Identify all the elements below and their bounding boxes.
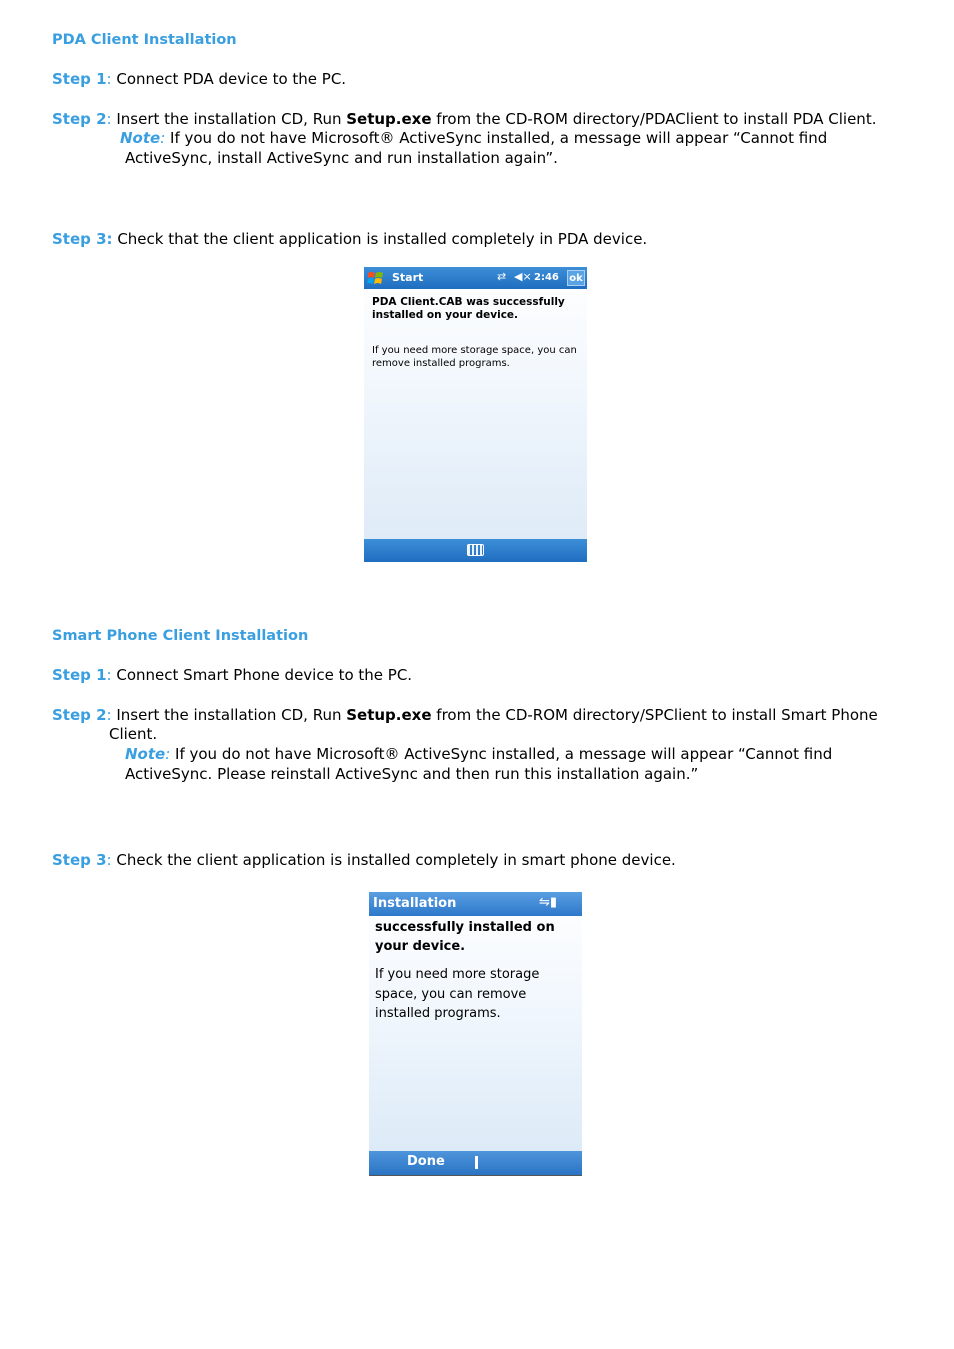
- pda-step2: [52, 110, 876, 129]
- sp-heading: Smart Phone Client Installation: [52, 628, 309, 644]
- pda-title-bar: [364, 267, 587, 289]
- note-label: Note: [125, 745, 166, 763]
- step-text: from the CD-ROM directory/PDAClient to install PDA Client.: [431, 110, 877, 128]
- pda-screenshot: [364, 267, 587, 562]
- pda-heading: PDA Client Installation: [52, 32, 237, 48]
- step-text: Insert the installation CD, Run: [111, 706, 347, 724]
- sync-icon[interactable]: ⇄: [497, 270, 507, 283]
- setup-exe: Setup.exe: [346, 706, 432, 724]
- ok-button[interactable]: ok: [567, 270, 585, 286]
- windows-flag-icon: [367, 270, 385, 286]
- pda-message: PDA Client.CAB was successfully installed on your device.: [372, 296, 565, 321]
- sp-title: Installation: [373, 896, 457, 911]
- start-menu[interactable]: Start: [392, 271, 424, 284]
- pda-note-line2: ActiveSync, install ActiveSync and run installation again”.: [125, 149, 558, 167]
- sp-message: successfully installed on your device.: [375, 920, 555, 954]
- setup-exe: Setup.exe: [346, 110, 432, 128]
- pda-bottom-bar: [364, 539, 587, 562]
- step-label: Step 1: [52, 666, 107, 684]
- step-text: Connect Smart Phone device to the PC.: [111, 666, 413, 684]
- softkey-divider: [475, 1156, 478, 1169]
- step-colon: :: [106, 706, 112, 724]
- note-colon: :: [160, 129, 166, 147]
- step-label: Step 1: [52, 70, 107, 88]
- volume-icon[interactable]: ◀×: [514, 270, 532, 283]
- step-colon: :: [106, 70, 112, 88]
- step-text: from the CD-ROM directory/SPClient to install Smart Phone: [431, 706, 878, 724]
- step-colon: :: [106, 851, 112, 869]
- step-label: Step 2: [52, 110, 107, 128]
- pda-note-line1: [120, 129, 827, 148]
- sp-step1: [52, 666, 412, 685]
- note-text: If you do not have Microsoft® ActiveSync installed, a message will appear “Cannot find: [170, 745, 833, 763]
- sp-softkey-bar: [369, 1151, 582, 1175]
- sp-message-storage: If you need more storage space, you can remove installed programs.: [375, 967, 540, 1021]
- sp-title-bar: [369, 892, 582, 916]
- step-text: Insert the installation CD, Run: [111, 110, 347, 128]
- sp-step2-line2: Client.: [109, 725, 158, 743]
- step-label: Step 3: [52, 851, 107, 869]
- note-colon: :: [165, 745, 171, 763]
- step-text: Connect PDA device to the PC.: [111, 70, 347, 88]
- signal-icon: ▮: [549, 895, 558, 910]
- keyboard-icon[interactable]: [467, 544, 484, 556]
- pda-step3: [52, 230, 647, 249]
- pda-message-storage: If you need more storage space, you can remove installed programs.: [372, 345, 577, 369]
- step-label: Step 3:: [52, 230, 113, 248]
- done-button[interactable]: Done: [407, 1154, 445, 1169]
- sp-step2: [52, 706, 878, 725]
- clock[interactable]: 2:46: [534, 272, 559, 283]
- pda-step1: [52, 70, 346, 89]
- sp-step3: [52, 851, 676, 870]
- step-colon: :: [106, 110, 112, 128]
- step-text: Check the client application is installed completely in smart phone device.: [111, 851, 676, 869]
- connection-icon: ⇋: [539, 895, 550, 910]
- step-label: Step 2: [52, 706, 107, 724]
- sp-note-line1: [125, 745, 832, 764]
- smartphone-screenshot: [369, 892, 582, 1176]
- note-label: Note: [120, 129, 161, 147]
- step-text: Check that the client application is installed completely in PDA device.: [112, 230, 648, 248]
- sp-note-line2: ActiveSync. Please reinstall ActiveSync and then run this installation again.”: [125, 765, 699, 783]
- step-colon: :: [106, 666, 112, 684]
- note-text: If you do not have Microsoft® ActiveSync installed, a message will appear “Cannot find: [165, 129, 828, 147]
